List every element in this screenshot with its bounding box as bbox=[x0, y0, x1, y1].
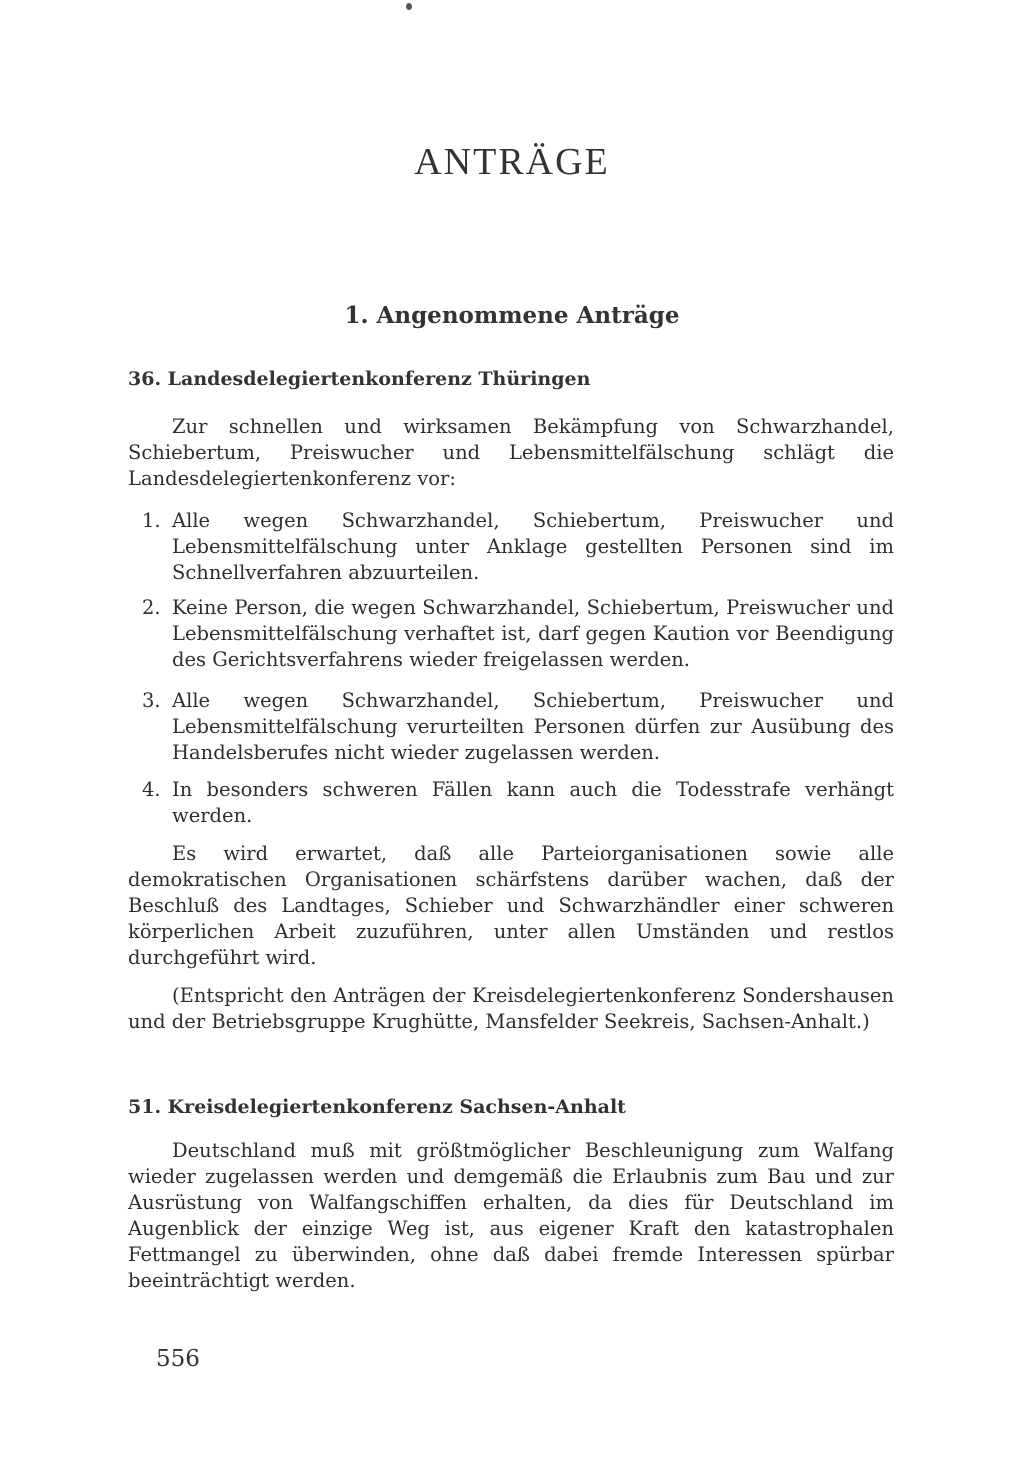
list-item-text: Alle wegen Schwarzhandel, Schiebertum, Preiswucher und Lebensmittelfälschung unter Anklage gestellten Personen sind im Schnellverfahren abzuurteilen. bbox=[172, 509, 894, 584]
list-item bbox=[142, 508, 894, 586]
ink-speck bbox=[406, 3, 412, 10]
motion-paragraph: Es wird erwartet, daß alle Parteiorganisationen sowie alle demokratischen Organisationen schärfstens darüber wachen, daß der Beschluß des Landtages, Schieber und Schwarzhändler einer schweren körperlichen Arbeit zuzuführen, unter allen Umständen und restlos durchgeführt wird. bbox=[128, 842, 894, 969]
list-item-text: Alle wegen Schwarzhandel, Schiebertum, Preiswucher und Lebensmittelfälschung verurteilten Personen dürfen zur Ausübung des Handelsberufes nicht wieder zugelassen werden. bbox=[172, 689, 894, 764]
motion-heading: 51. Kreisdelegiertenkonferenz Sachsen-Anhalt bbox=[128, 1096, 626, 1118]
list-item-text: Keine Person, die wegen Schwarzhandel, Schiebertum, Preiswucher und Lebensmittelfälschung verhaftet ist, darf gegen Kaution vor Beendigung des Gerichtsverfahrens wieder freigelassen werden. bbox=[172, 596, 894, 671]
motion-paragraph: Deutschland muß mit größtmöglicher Beschleunigung zum Walfang wieder zugelassen werden und demgemäß die Erlaubnis zum Bau und zur Ausrüstung von Walfangschiffen erhalten, da dies für Deutschland im Augenblick der einzige Weg ist, aus eigener Kraft den katastrophalen Fettmangel zu überwinden, ohne daß dabei fremde Interessen spürbar beeinträchtigt werden. bbox=[128, 1139, 894, 1292]
list-item-number: 4. bbox=[142, 778, 161, 801]
list-item bbox=[142, 777, 894, 829]
motion-heading: 36. Landesdelegiertenkonferenz Thüringen bbox=[128, 368, 591, 390]
list-item bbox=[142, 595, 894, 673]
page-title: ANTRÄGE bbox=[414, 141, 610, 183]
page-number: 556 bbox=[156, 1346, 200, 1372]
motion-note: (Entspricht den Anträgen der Kreisdelegiertenkonferenz Sondershausen und der Betriebsgruppe Krughütte, Mansfelder Seekreis, Sachsen-Anhalt.) bbox=[128, 984, 894, 1033]
list-item-number: 2. bbox=[142, 596, 161, 619]
list-item-text: In besonders schweren Fällen kann auch die Todesstrafe verhängt werden. bbox=[172, 778, 894, 827]
list-item-number: 3. bbox=[142, 689, 161, 712]
section-subtitle: 1. Angenommene Anträge bbox=[344, 302, 680, 329]
list-item-number: 1. bbox=[142, 509, 161, 532]
list-item bbox=[142, 688, 894, 766]
motion-intro: Zur schnellen und wirksamen Bekämpfung von Schwarzhandel, Schiebertum, Preiswucher und Lebensmittelfälschung schlägt die Landesdelegiertenkonferenz vor: bbox=[128, 415, 894, 490]
